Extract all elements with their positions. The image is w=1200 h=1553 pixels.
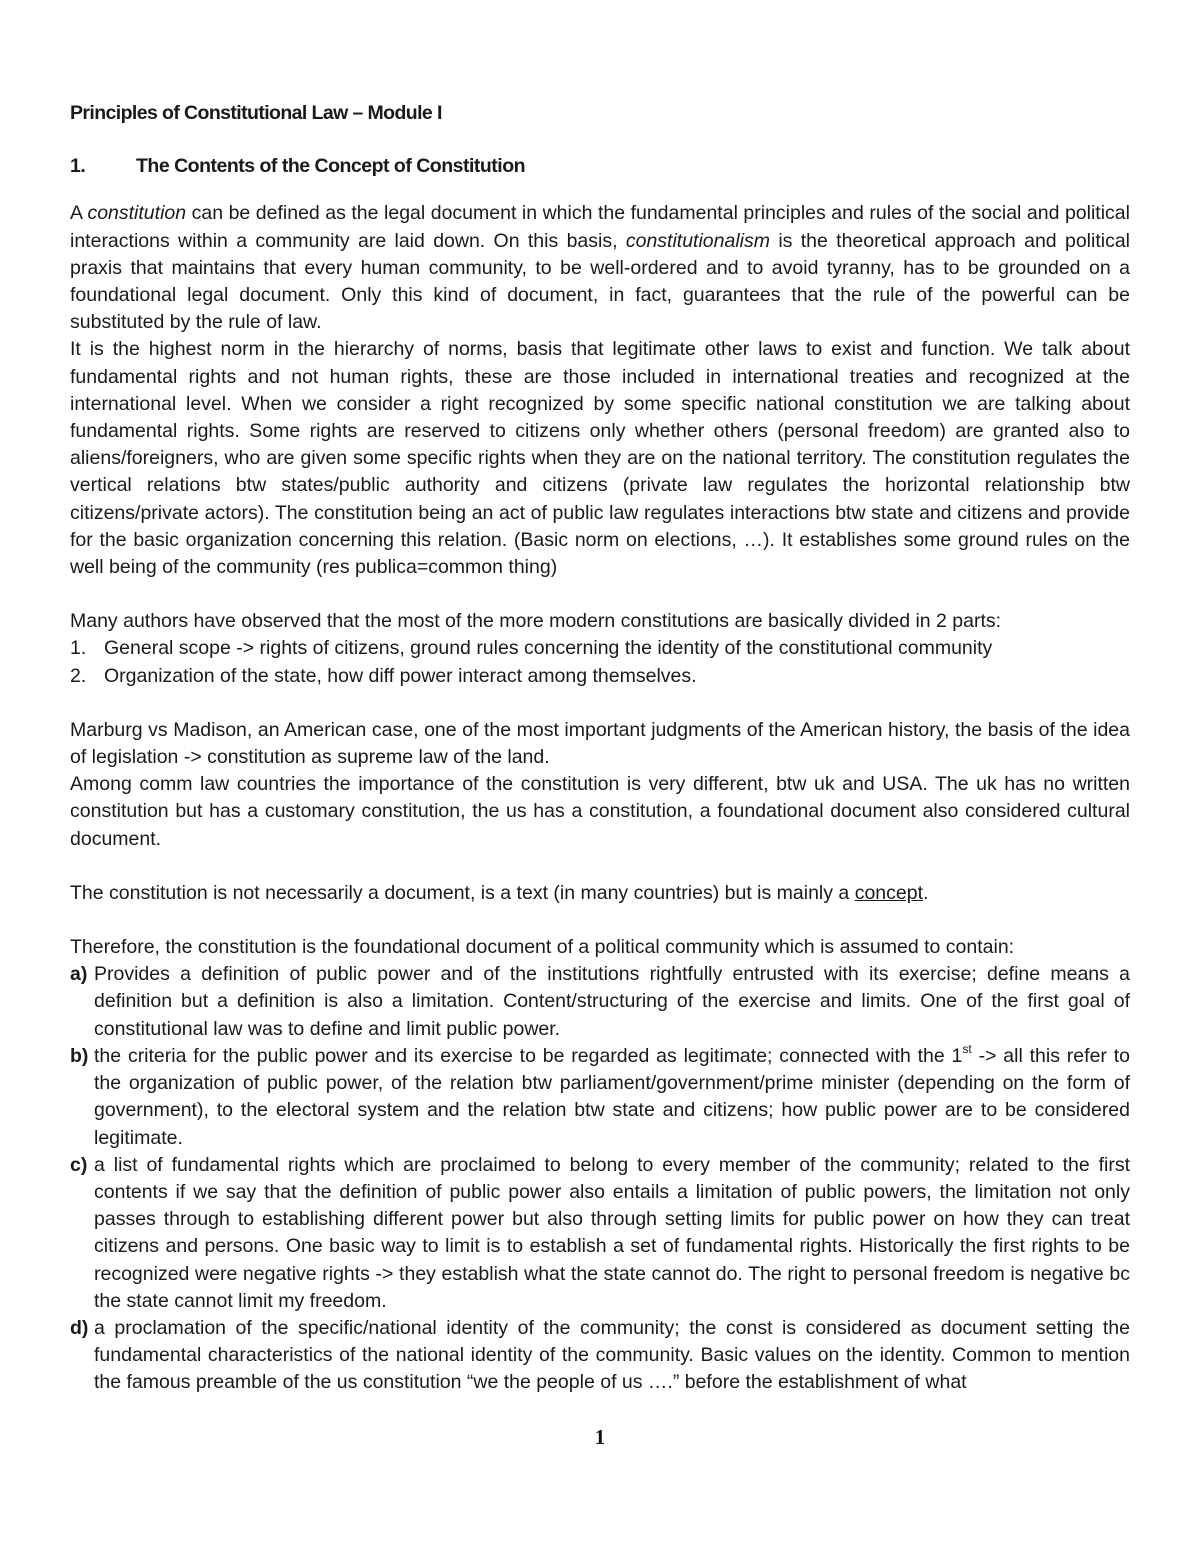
section-title: The Contents of the Concept of Constitution	[136, 155, 526, 178]
contents-list	[70, 961, 1130, 1396]
list-item	[70, 635, 1130, 662]
text-run: the criteria for the public power and its exercise to be regarded as legitimate; connected with the 1	[94, 1044, 963, 1067]
paragraph-two-parts: Many authors have observed that the most of the more modern constitutions are basically divided in 2 parts:	[70, 610, 1002, 633]
section-number: 1.	[70, 155, 86, 178]
parts-list	[70, 635, 1130, 689]
superscript: st	[962, 1042, 972, 1057]
text-run: A	[70, 202, 88, 225]
text-run: is the theoretical approach and political praxis that maintains that every human community, to be well-ordered and to avoid tyranny, has to be grounded on a foundational legal document. Only this kind of document, in fact, guarantees that the rule of the powerful can be substituted by the rule of law.	[70, 229, 1130, 334]
underlined-concept: concept	[854, 881, 923, 904]
page-number: 1	[594, 1425, 606, 1449]
text-run: -> all this refer to the organization of public power, of the relation btw parliament/government/prime minister (depending on the form of government), to the electoral system and the relation btw state and citizens; how public power are to be considered legitimate.	[94, 1044, 1130, 1149]
list-text: Organization of the state, how diff power interact among themselves.	[104, 664, 697, 687]
item-label: d)	[70, 1316, 89, 1339]
emphasis-constitution: constitution	[87, 202, 187, 225]
list-item	[70, 663, 1130, 690]
document-title: Principles of Constitutional Law – Module I	[70, 102, 442, 124]
item-label: c)	[70, 1153, 88, 1176]
text-run: .	[923, 881, 929, 904]
paragraph-marburg: Marburg vs Madison, an American case, one of the most important judgments of the American history, the basis of the idea of legislation -> constitution as supreme law of the land.	[70, 718, 1130, 769]
item-text: Provides a definition of public power and of the institutions rightfully entrusted with its exercise; define means a definition but a definition is also a limitation. Content/structuring of the exercise and limits. One of the first goal of constitutional law was to define and limit public power.	[94, 963, 1130, 1040]
paragraph-concept	[70, 880, 1130, 907]
document-page	[70, 100, 1130, 1397]
list-text: General scope -> rights of citizens, ground rules concerning the identity of the constitutional community	[104, 637, 993, 660]
paragraph-hierarchy: It is the highest norm in the hierarchy of norms, basis that legitimate other laws to exist and function. We talk about fundamental rights and not human rights, these are those included in international treaties and recognized at the international level. When we consider a right recognized by some specific national constitution we are talking about fundamental rights. Some rights are reserved to citizens only whether others (personal freedom) are granted also to aliens/foreigners, who are given some specific rights when they are on the national territory. The constitution regulates the vertical relations btw states/public authority and citizens (private law regulates the horizontal relationship btw citizens/private actors). The constitution being an act of public law regulates interactions btw state and citizens and provide for the basic organization concerning this relation. (Basic norm on elections, …). It establishes some ground rules on the well being of the community (res publica=common thing)	[70, 338, 1130, 579]
list-number: 1.	[70, 637, 87, 660]
list-item-b	[70, 1043, 1130, 1152]
list-number: 2.	[70, 664, 87, 687]
item-text	[94, 1043, 1130, 1152]
section-heading	[70, 153, 1130, 180]
item-text: a proclamation of the specific/national identity of the community; the const is considered as document setting the fundamental characteristics of the national identity of the community. Basic values on the identity. Common to mention the famous preamble of the us constitution “we the people of us ….” before the establishment of what	[94, 1316, 1130, 1394]
text-run: can be defined as the legal document in which the fundamental principles and rules of the social and political interactions within a community are laid down. On this basis,	[70, 202, 1130, 252]
list-item-a	[70, 961, 1130, 1043]
paragraph-therefore: Therefore, the constitution is the foundational document of a political community which is assumed to contain:	[70, 936, 1015, 959]
text-run: The constitution is not necessarily a document, is a text (in many countries) but is mainly a	[70, 881, 855, 904]
emphasis-constitutionalism: constitutionalism	[625, 229, 770, 252]
item-text: a list of fundamental rights which are proclaimed to belong to every member of the community; related to the first contents if we say that the definition of public power also entails a limitation of public powers, the limitation not only passes through to establishing different power but also through setting limits for public power on how they can treat citizens and persons. One basic way to limit is to establish a set of fundamental rights. Historically the first rights to be recognized were negative rights -> they establish what the state cannot do. The right to personal freedom is negative bc the state cannot limit my freedom.	[94, 1153, 1130, 1312]
item-label: a)	[70, 963, 88, 986]
item-label: b)	[70, 1044, 89, 1067]
paragraph-common-law: Among comm law countries the importance of the constitution is very different, btw uk and USA. The uk has no written constitution but has a customary constitution, the us has a constitution, a foundational document also considered cultural document.	[70, 773, 1130, 850]
list-item-d	[70, 1315, 1130, 1397]
paragraph-definition	[70, 200, 1130, 336]
list-item-c	[70, 1152, 1130, 1315]
